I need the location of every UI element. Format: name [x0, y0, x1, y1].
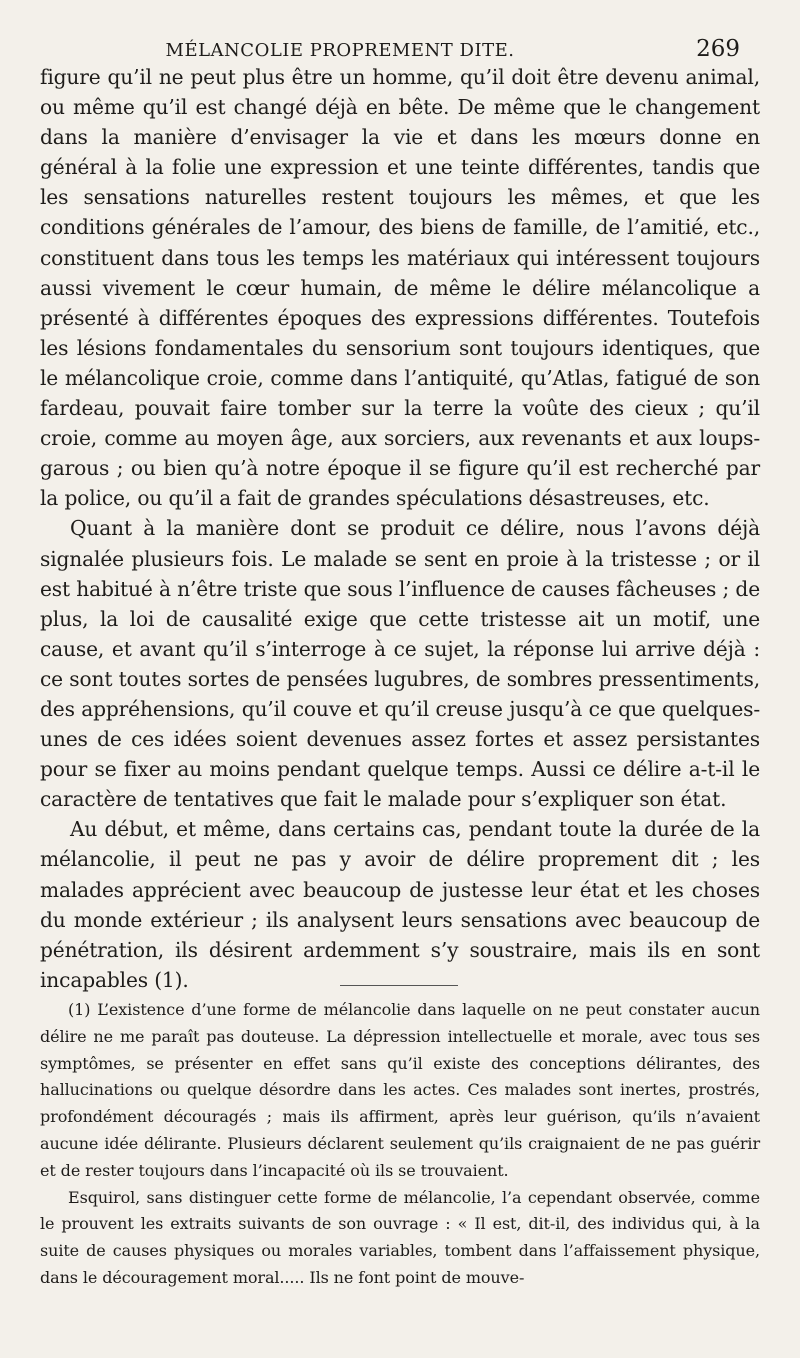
- main-text: [40, 62, 760, 995]
- footnote-divider: [340, 985, 458, 986]
- paragraph: Quant à la manière dont se produit ce délire, nous l’avons déjà signalée plusieurs fois. Le malade se sent en proie à la tristesse ; or il est habitué à n’être triste que sous l’influence de causes fâcheuses ; de plus, la loi de causalité exige que cette tristesse ait un motif, une cause, et avant qu’il s’interroge à ce sujet, la réponse lui arrive déjà : ce sont toutes sortes de pensées lugubres, de sombres pressentiments, des appréhensions, qu’il couve et qu’il creuse jusqu’à ce que quelques-unes de ces idées soient devenues assez fortes et assez persistantes pour se fixer au moins pendant quelque temps. Aussi ce délire a-t-il le caractère de tentatives que fait le malade pour s’expliquer son état.: [40, 516, 760, 812]
- page-header: [40, 36, 740, 64]
- footnotes: [40, 997, 760, 1292]
- page-number: 269: [696, 36, 740, 62]
- paragraph: figure qu’il ne peut plus être un homme, qu’il doit être devenu animal, ou même qu’il est changé déjà en bête. De même que le changement dans la manière d’envisager la vie et dans les mœurs donne en général à la folie une expression et une teinte différentes, tandis que les sensations naturelles restent toujours les mêmes, et que les conditions générales de l’amour, des biens de famille, de l’amitié, etc., constituent dans tous les temps les matériaux qui intéressent toujours aussi vivement le cœur humain, de même le délire mélancolique a présenté à différentes époques des expressions différentes. Toutefois les lésions fondamentales du sensorium sont toujours identiques, que le mélancolique croie, comme dans l’antiquité, qu’Atlas, fatigué de son fardeau, pouvait faire tomber sur la terre la voûte des cieux ; qu’il croie, comme au moyen âge, aux sorciers, aux revenants et aux loups-garous ; ou bien qu’à notre époque il se figure qu’il est recherché par la police, ou qu’il a fait de grandes spéculations désastreuses, etc.: [40, 65, 760, 511]
- running-title: MÉLANCOLIE PROPREMENT DITE.: [165, 40, 515, 61]
- footnote: (1) L’existence d’une forme de mélancolie dans laquelle on ne peut constater aucun délire ne me paraît pas douteuse. La dépression intellectuelle et morale, avec tous ses symptômes, se présenter en effet sans qu’il existe des conceptions délirantes, des hallucinations ou quelque désordre dans les actes. Ces malades sont inertes, prostrés, profondément découragés ; mais ils affirment, après leur guérison, qu’ils n’avaient aucune idée délirante. Plusieurs déclarent seulement qu’ils craignaient de ne pas guérir et de rester toujours dans l’incapacité où ils se trouvaient.: [40, 1000, 760, 1180]
- footnote-continuation: Esquirol, sans distinguer cette forme de mélancolie, l’a cependant observée, comme le prouvent les extraits suivants de son ouvrage : « Il est, dit-il, des individus qui, à la suite de causes physiques ou morales variables, tombent dans l’affaissement physique, dans le découragement moral..... Ils ne font point de mouve-: [40, 1187, 760, 1287]
- paragraph: Au début, et même, dans certains cas, pendant toute la durée de la mélancolie, il peut ne pas y avoir de délire proprement dit ; les malades apprécient avec beaucoup de justesse leur état et les choses du monde extérieur ; ils analysent leurs sensations avec beaucoup de pénétration, ils désirent ardemment s’y soustraire, mais ils en sont incapables (1).: [40, 817, 760, 992]
